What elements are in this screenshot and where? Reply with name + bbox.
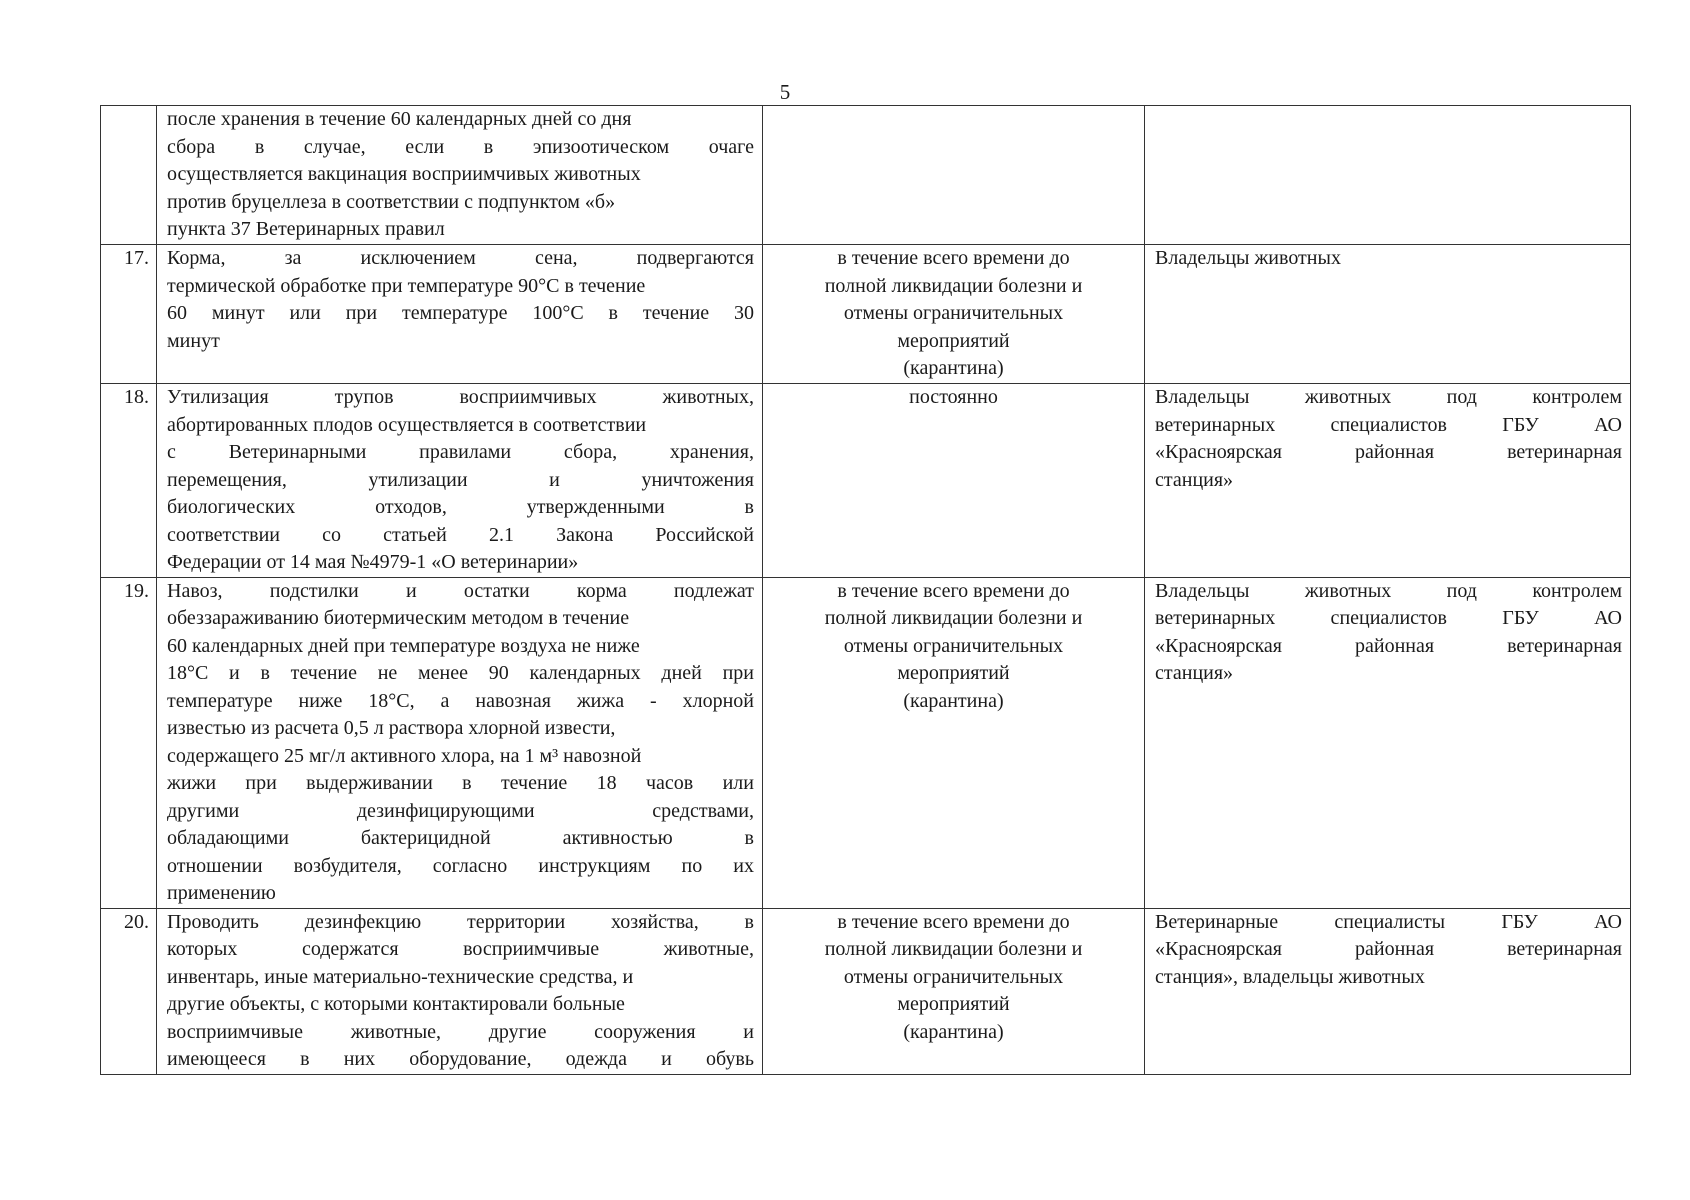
measure-line: другими дезинфицирующими средствами,: [167, 799, 754, 822]
responsible-cell: [1145, 106, 1631, 245]
responsible-line: «Красноярская районная ветеринарная: [1155, 938, 1622, 960]
measure-line: Утилизация трупов восприимчивых животных,: [167, 386, 754, 408]
measure-line: жижи при выдерживании в течение 18 часов или: [167, 772, 754, 794]
measure-line: отношении возбудителя, согласно инструкциям по их: [167, 854, 754, 877]
time-cell: [763, 106, 1145, 245]
measure-line: содержащего 25 мг/л активного хлора, на 1 м³ навозной: [167, 744, 642, 767]
row-number: 17.: [101, 245, 157, 384]
responsible-line: Владельцы животных под контролем: [1155, 386, 1622, 408]
measure-cell: [157, 245, 763, 384]
measure-line: пункта 37 Ветеринарных правил: [167, 218, 445, 240]
responsible-line: Ветеринарные специалисты ГБУ АО: [1155, 910, 1622, 933]
time-line: в течение всего времени до: [837, 910, 1070, 933]
responsible-cell: [1145, 908, 1631, 1074]
measure-line: которых содержатся восприимчивые животные,: [167, 938, 754, 960]
measure-line: обеззараживанию биотермическим методом в течение: [167, 607, 630, 629]
time-line: полной ликвидации болезни и: [824, 274, 1083, 297]
responsible-line: «Красноярская районная ветеринарная: [1155, 634, 1622, 657]
responsible-line: ветеринарных специалистов ГБУ АО: [1155, 607, 1622, 629]
responsible-cell: [1145, 245, 1631, 384]
table-row: [101, 106, 1631, 245]
measure-line: Проводить дезинфекцию территории хозяйства, в: [167, 910, 754, 933]
time-line: отмены ограничительных: [843, 965, 1064, 988]
row-number: 20.: [101, 908, 157, 1074]
time-cell: [763, 908, 1145, 1074]
measure-line: инвентарь, иные материально-технические средства, и: [167, 965, 634, 988]
responsible-line: станция», владельцы животных: [1155, 965, 1425, 988]
time-cell: [763, 577, 1145, 908]
row-number: 18.: [101, 384, 157, 578]
time-line: отмены ограничительных: [843, 302, 1064, 324]
time-line: мероприятий: [897, 993, 1010, 1015]
table-row: [101, 577, 1631, 908]
measure-line: после хранения в течение 60 календарных дней со дня: [167, 108, 632, 130]
measure-line: обладающими бактерицидной активностью в: [167, 827, 754, 849]
measure-cell: [157, 908, 763, 1074]
measure-line: температуре ниже 18°С, а навозная жижа - хлорной: [167, 689, 754, 712]
time-line: полной ликвидации болезни и: [824, 938, 1083, 960]
measure-line: против бруцеллеза в соответствии с подпунктом «б»: [167, 190, 616, 213]
responsible-line: «Красноярская районная ветеринарная: [1155, 441, 1622, 463]
measure-line: термической обработке при температуре 90°С в течение: [167, 274, 646, 297]
responsible-line: Владельцы животных: [1155, 247, 1341, 269]
measure-line: соответствии со статьей 2.1 Закона Российской: [167, 523, 754, 546]
time-line: в течение всего времени до: [837, 579, 1070, 602]
measure-line: 60 календарных дней при температуре воздуха не ниже: [167, 634, 640, 657]
measure-line: 60 минут или при температуре 100°С в течение 30: [167, 302, 754, 324]
responsible-line: ветеринарных специалистов ГБУ АО: [1155, 413, 1622, 436]
measure-line: восприимчивые животные, другие сооружения и: [167, 1020, 754, 1043]
row-number: [101, 106, 157, 245]
measure-line: Корма, за исключением сена, подвергаются: [167, 247, 754, 269]
time-line: мероприятий: [897, 329, 1010, 352]
measures-table: [100, 105, 1631, 1075]
time-cell: [763, 384, 1145, 578]
responsible-line: станция»: [1155, 662, 1234, 684]
time-line: полной ликвидации болезни и: [824, 607, 1083, 629]
time-line: отмены ограничительных: [843, 634, 1064, 657]
responsible-cell: [1145, 577, 1631, 908]
responsible-line: Владельцы животных под контролем: [1155, 579, 1622, 602]
table-row: [101, 908, 1631, 1074]
measure-line: сбора в случае, если в эпизоотическом очаге: [167, 135, 754, 158]
measure-line: другие объекты, с которыми контактировали больные: [167, 993, 625, 1015]
measure-line: минут: [167, 329, 220, 352]
measure-line: известью из расчета 0,5 л раствора хлорной извести,: [167, 717, 616, 739]
table-row: [101, 384, 1631, 578]
responsible-line: станция»: [1155, 468, 1234, 491]
measure-line: биологических отходов, утвержденными в: [167, 496, 754, 518]
measure-line: абортированных плодов осуществляется в соответствии: [167, 413, 647, 436]
responsible-cell: [1145, 384, 1631, 578]
measure-line: имеющееся в них оборудование, одежда и обувь: [167, 1048, 754, 1070]
time-line: (карантина): [903, 1020, 1004, 1043]
page-number: 5: [779, 80, 791, 104]
table-row: [101, 245, 1631, 384]
measure-line: 18°С и в течение не менее 90 календарных дней при: [167, 662, 754, 684]
time-line: в течение всего времени до: [837, 247, 1070, 269]
measure-line: Федерации от 14 мая №4979-1 «О ветеринарии»: [167, 551, 579, 573]
measure-line: Навоз, подстилки и остатки корма подлежат: [167, 579, 754, 602]
measure-line: осуществляется вакцинация восприимчивых животных: [167, 163, 641, 185]
time-line: постоянно: [909, 386, 998, 408]
time-line: (карантина): [903, 689, 1004, 712]
measure-line: перемещения, утилизации и уничтожения: [167, 468, 754, 491]
time-cell: [763, 245, 1145, 384]
time-line: мероприятий: [897, 662, 1010, 684]
measure-line: применению: [167, 882, 276, 904]
measure-cell: [157, 577, 763, 908]
time-line: (карантина): [903, 357, 1004, 379]
row-number: 19.: [101, 577, 157, 908]
measure-line: с Ветеринарными правилами сбора, хранения,: [167, 441, 754, 463]
measure-cell: [157, 384, 763, 578]
measure-cell: [157, 106, 763, 245]
